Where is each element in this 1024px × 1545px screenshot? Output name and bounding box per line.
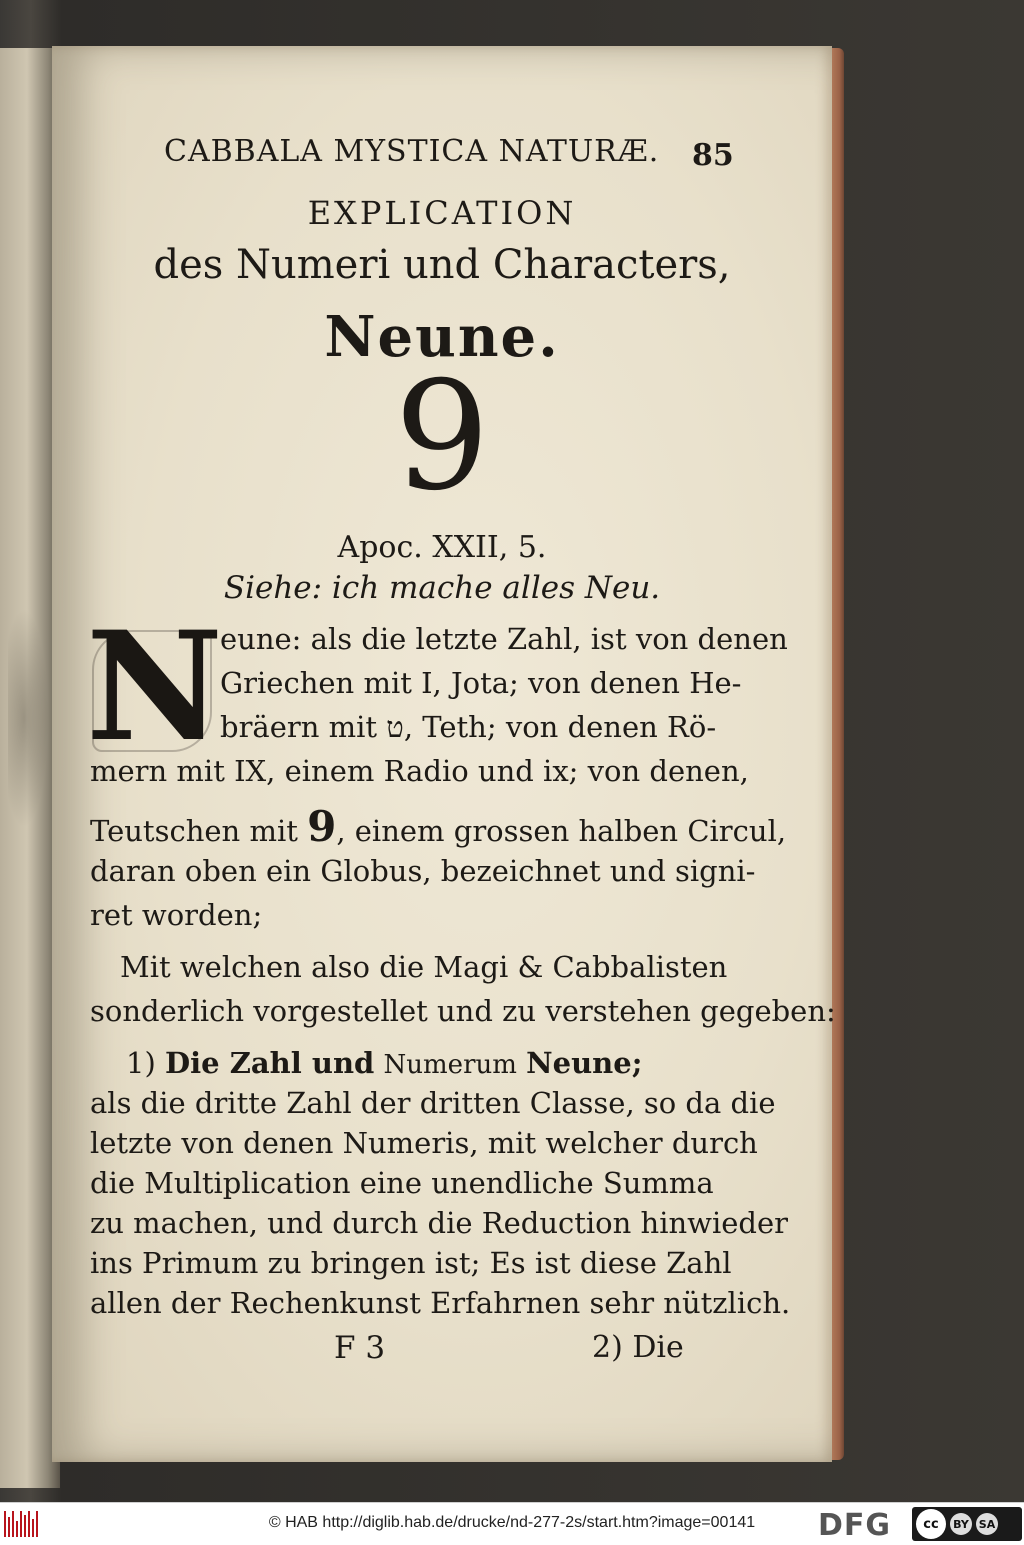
para2-line: sonderlich vorgestellet und zu verstehen gegeben:	[90, 994, 836, 1028]
para1-line5-post: , einem grossen halben Circul,	[336, 814, 787, 848]
title-explication: EXPLICATION	[307, 194, 577, 232]
by-icon: BY	[950, 1513, 972, 1535]
book-page	[52, 46, 836, 1462]
para1-line: daran oben ein Globus, bezeichnet und signi-	[90, 854, 756, 888]
para3-line: die Multiplication eine unendliche Summa	[90, 1166, 714, 1200]
para1-line: bräern mit ט, Teth; von denen Rö-	[220, 710, 717, 744]
running-head: CABBALA MYSTICA NATURÆ.	[164, 134, 660, 169]
para3-bold-phrase: Die Zahl und	[164, 1046, 375, 1080]
signature-mark: F 3	[334, 1330, 386, 1366]
viewer-footer	[0, 1502, 1024, 1545]
inline-nine-glyph: 9	[307, 802, 337, 851]
para3-line: zu machen, und durch die Reduction hinwieder	[90, 1206, 788, 1240]
para1-line5-pre: Teutschen mit	[90, 814, 298, 848]
sa-icon: SA	[976, 1513, 998, 1535]
copyright-link[interactable]: © HAB http://diglib.hab.de/drucke/nd-277-2s/start.htm?image=00141	[268, 1514, 756, 1531]
para3-line: ins Primum zu bringen ist; Es ist diese Zahl	[90, 1246, 732, 1280]
para1-line-figure	[90, 802, 786, 851]
para1-line: mern mit IX, einem Radio und ix; von denen,	[90, 754, 749, 788]
para2-line: Mit welchen also die Magi & Cabbalisten	[120, 950, 728, 984]
para3-line: als die dritte Zahl der dritten Classe, so da die	[90, 1086, 776, 1120]
cc-icon: cc	[916, 1509, 946, 1539]
para1-line: ret worden;	[90, 898, 263, 932]
para1-line: Griechen mit I, Jota; von denen He-	[220, 666, 742, 700]
para3-number: 1)	[126, 1046, 156, 1080]
dropcap-letter: N	[86, 599, 224, 775]
big-numeral-nine: 9	[394, 350, 490, 524]
para1-line: eune: als die letzte Zahl, ist von denen	[220, 622, 788, 656]
para3-end-word: Neune;	[526, 1046, 643, 1080]
para3-line: letzte von denen Numeris, mit welcher durch	[90, 1126, 758, 1160]
verse: Siehe: ich mache alles Neu.	[223, 570, 661, 606]
para3-line: allen der Rechenkunst Erfahrnen sehr nützlich.	[90, 1286, 791, 1320]
page-number: 85	[692, 138, 734, 173]
title-neune: Neune.	[324, 304, 560, 370]
citation: Apoc. XXII, 5.	[337, 530, 547, 565]
para3-latin-word: Numerum	[383, 1050, 517, 1080]
cc-license-badge[interactable]	[912, 1507, 1022, 1541]
catchword: 2) Die	[592, 1330, 684, 1365]
para3-first-line	[126, 1046, 642, 1080]
dfg-logo[interactable]: DFG	[818, 1508, 892, 1543]
facing-page-edge	[0, 48, 60, 1488]
title-subtitle: des Numeri und Characters,	[153, 242, 731, 288]
